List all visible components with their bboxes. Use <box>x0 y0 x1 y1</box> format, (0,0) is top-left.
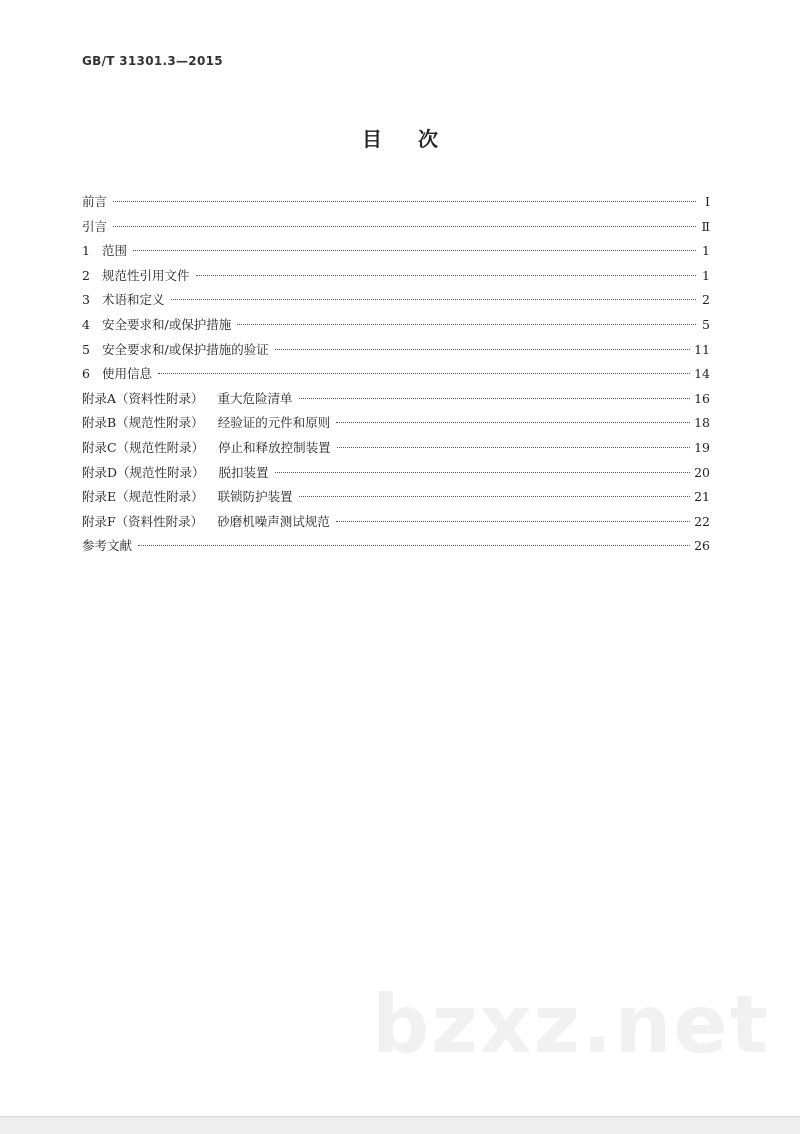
toc-entry-page-number: 22 <box>694 513 710 529</box>
toc-entry[interactable] <box>82 510 710 535</box>
toc-entry-label: 附录F（资料性附录） <box>82 513 204 529</box>
toc-entry-page-number: 16 <box>694 390 710 406</box>
toc-entry[interactable] <box>82 239 710 264</box>
toc-entry-number: 3 <box>82 292 90 308</box>
toc-entry[interactable] <box>82 338 710 363</box>
toc-entry-page-number: Ⅰ <box>705 194 710 209</box>
toc-dot-leader <box>138 545 690 546</box>
toc-entry[interactable] <box>82 534 710 559</box>
toc-entry-subtitle: 重大危险清单 <box>217 390 293 406</box>
toc-dot-leader <box>158 373 690 374</box>
toc-entry-label: 参考文献 <box>82 538 133 554</box>
toc-entry-page-number: 26 <box>694 538 710 554</box>
toc-entry-label: 术语和定义 <box>102 292 165 308</box>
toc-dot-leader <box>336 521 690 522</box>
toc-entry-page-number: 1 <box>702 267 710 283</box>
toc-entry-label: 附录A（资料性附录） <box>82 390 204 406</box>
toc-entry-number: 5 <box>82 341 90 357</box>
toc-entry-subtitle: 停止和释放控制装置 <box>218 439 331 455</box>
toc-entry-page-number: 21 <box>694 489 710 505</box>
toc-entry-page-number: 18 <box>694 415 710 431</box>
watermark: bzxz.net <box>372 978 770 1071</box>
toc-entry-label: 附录B（规范性附录） <box>82 415 204 431</box>
toc-entry-subtitle: 砂磨机噪声测试规范 <box>217 513 330 529</box>
toc-entry-page-number: 2 <box>702 292 710 308</box>
toc-dot-leader <box>336 422 690 423</box>
toc-entry-subtitle: 经验证的元件和原则 <box>217 415 331 431</box>
toc-entry-label: 引言 <box>82 218 108 234</box>
toc-dot-leader <box>133 250 696 251</box>
toc-entry-number: 2 <box>82 267 90 283</box>
toc-dot-leader <box>299 496 690 497</box>
toc-entry-page-number: 19 <box>694 439 710 455</box>
page-bottom-edge <box>0 1116 800 1117</box>
toc-entry-number: 1 <box>82 243 90 259</box>
toc-entry-number: 4 <box>82 316 90 332</box>
toc-dot-leader <box>237 324 696 325</box>
toc-entry[interactable] <box>82 436 710 461</box>
toc-entry-label: 附录D（规范性附录） <box>82 464 205 480</box>
toc-entry-page-number: 11 <box>694 341 710 357</box>
toc-entry-page-number: 1 <box>702 243 710 259</box>
toc-entry[interactable] <box>82 264 710 289</box>
toc-dot-leader <box>171 299 696 300</box>
toc-entry[interactable] <box>82 387 710 412</box>
toc-entry[interactable] <box>82 362 710 387</box>
toc-entry-label: 使用信息 <box>102 366 153 382</box>
toc-dot-leader <box>275 349 690 350</box>
toc-dot-leader <box>337 447 691 448</box>
toc-entry[interactable] <box>82 485 710 510</box>
toc-entry[interactable] <box>82 288 710 313</box>
toc-entry-label: 附录E（规范性附录） <box>82 489 204 505</box>
toc-entry-page-number: 14 <box>694 366 710 382</box>
toc-dot-leader <box>275 472 691 473</box>
toc-dot-leader <box>113 201 696 202</box>
toc-entry-number: 6 <box>82 366 90 382</box>
toc-dot-leader <box>196 275 696 276</box>
toc-entry-label: 安全要求和/或保护措施 <box>102 316 232 332</box>
toc-entry-label: 前言 <box>82 194 108 209</box>
toc-entry-page-number: 20 <box>694 464 710 480</box>
toc-entry[interactable] <box>82 461 710 486</box>
toc-entry-label: 附录C（规范性附录） <box>82 439 205 455</box>
toc-entry[interactable] <box>82 215 710 240</box>
toc-entry-label: 范围 <box>102 243 128 259</box>
toc-entry-label: 规范性引用文件 <box>102 267 190 283</box>
toc-entry-subtitle: 联锁防护装置 <box>217 489 293 505</box>
toc-dot-leader <box>113 226 696 227</box>
toc-entry[interactable] <box>82 411 710 436</box>
toc-dot-leader <box>299 398 691 399</box>
toc-entry-page-number: 5 <box>702 316 710 332</box>
standard-code: GB/T 31301.3—2015 <box>82 54 223 68</box>
toc-entry-subtitle: 脱扣装置 <box>218 464 269 480</box>
toc-entry[interactable] <box>82 190 710 215</box>
toc-entry[interactable] <box>82 313 710 338</box>
page-title: 目次 <box>362 127 474 151</box>
toc-entry-page-number: Ⅱ <box>701 218 710 234</box>
toc-entry-label: 安全要求和/或保护措施的验证 <box>102 341 269 357</box>
table-of-contents <box>82 190 710 559</box>
